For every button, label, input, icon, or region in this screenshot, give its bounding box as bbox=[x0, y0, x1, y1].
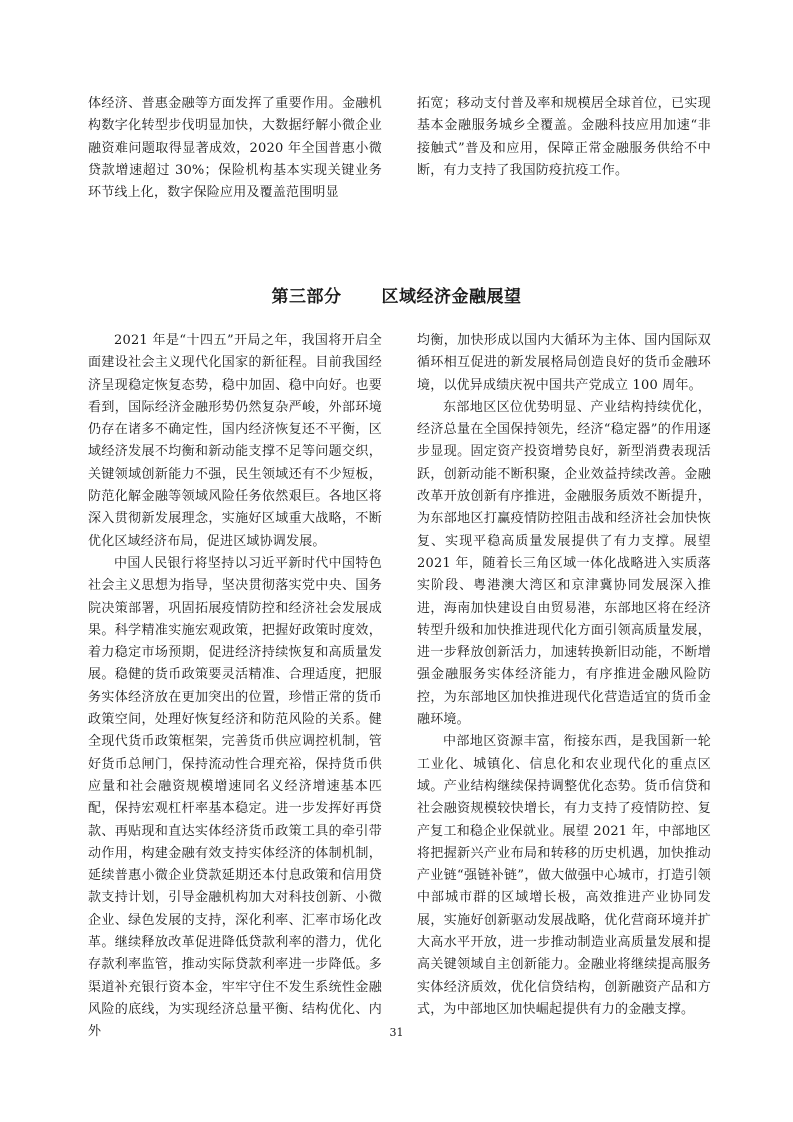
section-heading bbox=[0, 282, 793, 307]
top-left-paragraph: 体经济、普惠金融等方面发挥了重要作用。金融机构数字化转型步伐明显加快，大数据纾解小微企业融资难问题取得显著成效，2020 年全国普惠小微贷款增速超过 30%；保险机构基本实现关键业务环节线上化，数字保险应用及覆盖范围明显 bbox=[88, 96, 382, 201]
top-right-paragraph: 拓宽；移动支付普及率和规模居全球首位，已实现基本金融服务城乡全覆盖。金融科技应用加速“非接触式”普及和应用，保障正常金融服务供给不中断，有力支持了我国防疫抗疫工作。 bbox=[417, 96, 711, 178]
body-paragraph: 2021 年是“十四五”开局之年，我国将开启全面建设社会主义现代化国家的新征程。目前我国经济呈现稳定恢复态势，稳中加固、稳中向好。也要看到，国际经济金融形势仍然复杂严峻，外部环境仍存在诸多不确定性，国内经济恢复还不平衡，区域经济发展不均衡和新动能支撑不足等问题交织，关键领域创新能力不强，民生领域还有不少短板，防范化解金融等领域风险任务依然艰巨。各地区将深入贯彻新发展理念，实施好区域重大战略，不断优化区域经济布局，促进区域协调发展。 bbox=[88, 333, 382, 549]
body-paragraph: 均衡，加快形成以国内大循环为主体、国内国际双循环相互促进的新发展格局创造良好的货币金融环境，以优异成绩庆祝中国共产党成立 100 周年。 bbox=[417, 333, 711, 393]
body-paragraph: 中部地区资源丰富，衔接东西，是我国新一轮工业化、城镇化、信息化和农业现代化的重点区域。产业结构继续保持调整优化态势。货币信贷和社会融资规模较快增长，有力支持了疫情防控、复产复工和稳企业保就业。展望 2021 年，中部地区将把握新兴产业布局和转移的历史机遇，加快推动产业链“强链补链”，做大做强中心城市，打造引领中部城市群的区域增长极，高效推进产业协同发展，实施好创新驱动发展战略，优化营商环境并扩大高水平开放，进一步推动制造业高质量发展和提高关键领域自主创新能力。金融业将继续提高服务实体经济质效，优化信贷结构，创新融资产品和方式，为中部地区加快崛起提供有力的金融支撑。 bbox=[417, 734, 711, 1017]
page-number: 31 bbox=[389, 1026, 404, 1039]
body-paragraph: 东部地区区位优势明显、产业结构持续优化，经济总量在全国保持领先，经济“稳定器”的作用逐步显现。固定资产投资增势良好，新型消费表现活跃，创新动能不断积聚，企业效益持续改善。金融改革开放创新有序推进，金融服务质效不断提升，为东部地区打赢疫情防控阻击战和经济社会加快恢复、实现平稳高质量发展提供了有力支撑。展望 2021 年，随着长三角区域一体化战略进入实质落实阶段、粤港澳大湾区和京津冀协同发展深入推进，海南加快建设自由贸易港，东部地区将在经济转型升级和加快推进现代化方面引领高质量发展，进一步释放创新活力，加速转换新旧动能，不断增强金融服务实体经济能力，有序推进金融风险防控，为东部地区加快推进现代化营造适宜的货币金融环境。 bbox=[417, 399, 711, 728]
body-paragraph: 中国人民银行将坚持以习近平新时代中国特色社会主义思想为指导，坚决贯彻落实党中央、国务院决策部署，巩固拓展疫情防控和经济社会发展成果。科学精准实施宏观政策，把握好政策时度效，着力稳定市场预期，促进经济持续恢复和高质量发展。稳健的货币政策要灵活精准、合理适度，把服务实体经济放在更加突出的位置，珍惜正常的货币政策空间，处理好恢复经济和防范风险的关系。健全现代货币政策框架，完善货币供应调控机制，管好货币总闸门，保持流动性合理充裕，保持货币供应量和社会融资规模增速同名义经济增速基本匹配，保持宏观杠杆率基本稳定。进一步发挥好再贷款、再贴现和直达实体经济货币政策工具的牵引带动作用，构建金融有效支持实体经济的体制机制，延续普惠小微企业贷款延期还本付息政策和信用贷款支持计划，引导金融机构加大对科技创新、小微企业、绿色发展的支持，深化利率、汇率市场化改革。继续释放改革促进降低贷款利率的潜力，优化存款利率监管，推动实际贷款利率进一步降低。多渠道补充银行资本金，牢牢守住不发生系统性金融风险的底线，为实现经济总量平衡、结构优化、内外 bbox=[88, 555, 382, 1040]
section-title-text: 区域经济金融展望 bbox=[381, 287, 522, 307]
body-right-column bbox=[417, 330, 711, 1021]
top-left-column bbox=[88, 93, 382, 204]
section-part-label: 第三部分 bbox=[271, 287, 342, 307]
body-left-column bbox=[88, 330, 382, 1044]
top-right-column bbox=[417, 93, 711, 182]
